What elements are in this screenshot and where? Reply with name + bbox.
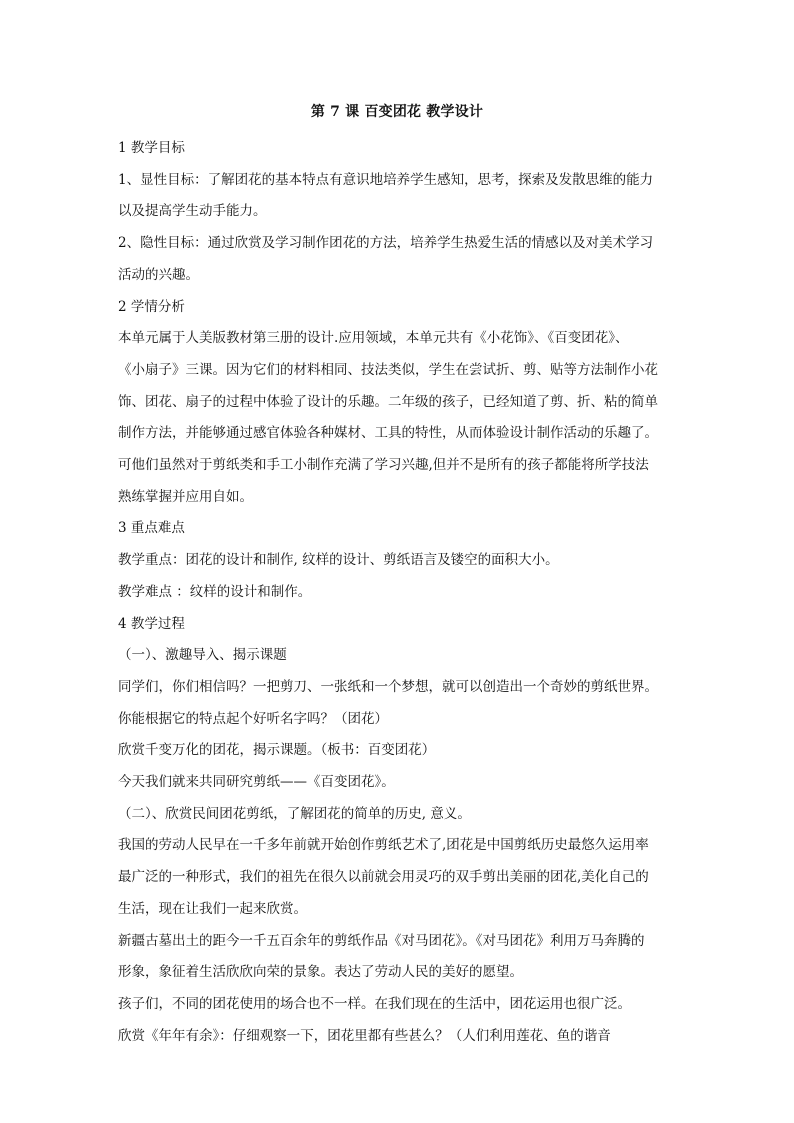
text-line: 以及提高学生动手能力。 xyxy=(118,203,267,220)
text-line: 饰、团花、扇子的过程中体验了设计的乐趣。二年级的孩子，已经知道了剪、折、粘的简单 xyxy=(118,393,658,410)
text-line: 《小扇子》三课。因为它们的材料相同、技法类似，学生在尝试折、剪、贴等方法制作小花 xyxy=(118,361,658,378)
text-line: 今天我们就来共同研究剪纸——《百变团花》。 xyxy=(118,774,395,791)
text-line: 我国的劳动人民早在一千多年前就开始创作剪纸艺术了,团花是中国剪纸历史最悠久运用率 xyxy=(118,837,649,854)
text-line: 欣赏《年年有余》：仔细观察一下，团花里都有些甚么？（人们利用莲花、鱼的谐音 xyxy=(118,1027,611,1044)
text-line: 1、显性目标：了解团花的基本特点有意识地培养学生感知，思考，探索及发散思维的能力 xyxy=(118,171,654,188)
text-line: 4 教学过程 xyxy=(118,615,185,632)
text-line: 孩子们，不同的团花使用的场合也不一样。在我们现在的生活中，团花运用也很广泛。 xyxy=(118,995,631,1012)
text-line: 2、隐性目标：通过欣赏及学习制作团花的方法，培养学生热爱生活的情感以及对美术学习 xyxy=(118,235,654,252)
text-line: 1 教学目标 xyxy=(118,140,185,156)
text-line: 形象，象征着生活欣欣向荣的景象。表达了劳动人民的美好的愿望。 xyxy=(118,964,523,981)
text-line: 活动的兴趣。 xyxy=(118,266,199,283)
text-line: 新疆古墓出土的距今一千五百余年的剪纸作品《对马团花》。《对马团花》利用万马奔腾的 xyxy=(118,932,645,949)
text-line: 熟练掌握并应用自如。 xyxy=(118,488,253,505)
document-title: 第 7 课 百变团花 教学设计 xyxy=(310,104,484,120)
text-line: 生活，现在让我们一起来欣赏。 xyxy=(118,900,307,917)
text-line: 3 重点难点 xyxy=(118,520,185,537)
text-line: 你能根据它的特点起个好听名字吗？（团花） xyxy=(118,710,388,727)
text-line: 最广泛的一种形式，我们的祖先在很久以前就会用灵巧的双手剪出美丽的团花,美化自己的 xyxy=(118,869,649,886)
text-line: 欣赏千变万化的团花，揭示课题。（板书：百变团花） xyxy=(118,742,436,759)
document-page xyxy=(118,100,676,1052)
text-line: 教学重点：团花的设计和制作, 纹样的设计、剪纸语言及镂空的面积大小。 xyxy=(118,552,559,569)
text-line: 同学们，你们相信吗？一把剪刀、一张纸和一个梦想，就可以创造出一个奇妙的剪纸世界。 xyxy=(118,678,658,695)
text-line: 制作方法，并能够通过感官体验各种媒材、工具的特性，从而体验设计制作活动的乐趣了。 xyxy=(118,425,658,442)
text-line: （二）、欣赏民间团花剪纸，了解团花的简单的历史, 意义。 xyxy=(118,805,471,822)
text-line: 本单元属于人美版教材第三册的设计.应用领域，本单元共有《小花饰》、《百变团花》、 xyxy=(118,330,629,347)
document-body xyxy=(118,133,676,1052)
text-line: （一）、激趣导入、揭示课题 xyxy=(118,647,287,664)
text-line: 可他们虽然对于剪纸类和手工小制作充满了学习兴趣,但并不是所有的孩子都能将所学技法 xyxy=(118,457,649,474)
text-line: 教学难点 ：纹样的设计和制作。 xyxy=(118,583,312,600)
text-line: 2 学情分析 xyxy=(118,298,185,315)
